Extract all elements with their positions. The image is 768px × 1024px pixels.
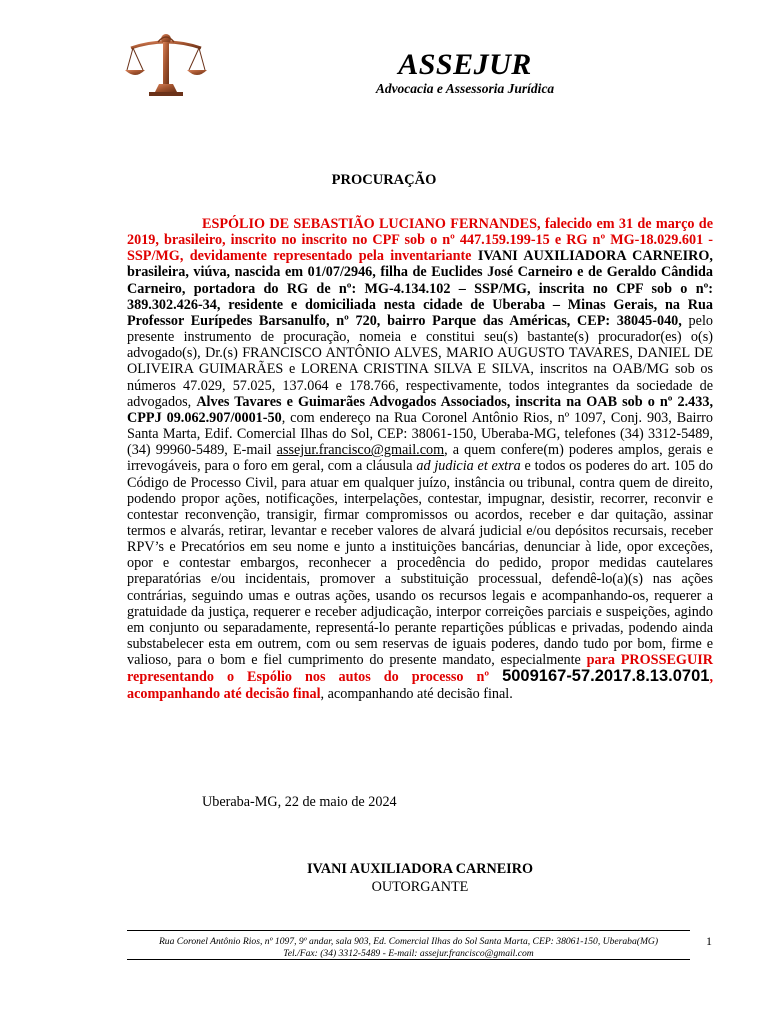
email-link[interactable]: assejur.francisco@gmail.com [276, 442, 445, 459]
executor-identification: IVANI AUXILIADORA CARNEIRO, brasileira, viúva, nascida em 01/07/2946, filha de Euclides José Carneiro e de Geraldo Cândida Carneiro, portadora do RG de nº: MG-4.134.102 – SSP/MG, inscrita no CPF sob o nº: 389.302.426-34, residente e domiciliada nesta cidade de Uberaba – Minas Gerais, na Rua Professor Eurípedes Barsanulfo, nº 720, bairro Parque das Américas, CEP: 38045-040, [127, 248, 713, 329]
signer-name: IVANI AUXILIADORA CARNEIRO [307, 861, 533, 877]
powers-list-text: e todos os poderes do art. 105 do Código de Processo Civil, para atuar em qualquer juízo, instância ou tribunal, contra quem de direito, podendo propor ações, notificações, interpelações, contestar, impugnar, desistir, recorrer, reconvir e contestar reconvenção, transigir, firmar compromissos ou acordos, receber e dar quitação, assinar termos e alvarás, retirar, levantar e receber valores de alvará judicial e/ou depósitos recursais, receber RPV’s e Precatórios em seu nome e junto a instituições bancárias, denunciar à lide, opor exceções, opor e contestar embargos, reconhecer a procedência do pedido, propor medidas cautelares preparatórias e/ou incidentais, promover a substituição processual, defendê-lo(a)(s) nas ações contrárias, seguindo umas e outras ações, usando os recursos legais e acompanhando-os, requerer a gratuidade da justiça, requerer e receber adjudicação, interpor correições parciais e suspeições, agindo em conjunto ou separadamente, representá-lo perante repartições públicas e privadas, podendo ainda substabelecer esta em outrem, com ou sem reservas de iguais poderes, dando tudo por bom, firme e valioso, para o bom e fiel cumprimento do presente mandato, especialmente [127, 458, 713, 669]
address-text: , com endereço na Rua Coronel Antônio Rios, nº 1097, Conj. 903, Bairro Santa Marta, Edif. Comercial Ilhas do Sol, CEP: 38061-150, Uberaba-MG, telefones (34) 3312-5489, (34) 99960-5489, E-mail [127, 409, 713, 459]
scales-of-justice-icon [125, 26, 207, 98]
date-line: Uberaba-MG, 22 de maio de 2024 [202, 794, 397, 810]
closing-text: , acompanhando até decisão final. [320, 685, 513, 702]
brand-subtitle: Advocacia e Assessoria Jurídica [375, 81, 555, 96]
document-body [127, 216, 713, 702]
latin-clause: ad judicia et extra [416, 458, 521, 475]
footer-top-divider [127, 930, 690, 931]
brand-name: ASSEJUR [398, 48, 532, 81]
powers-text: , a quem confere(m) poderes amplos, gerais e irrevogáveis, para o foro em geral, com a cláusula [127, 442, 713, 475]
purpose-text: para PROSSEGUIR representando o Espólio nos autos do processo nº [127, 652, 713, 686]
page-number: 1 [706, 934, 712, 948]
estate-identification: ESPÓLIO DE SEBASTIÃO LUCIANO FERNANDES, falecido em 31 de março de 2019, brasileiro, inscrito no inscrito no CPF sob o nº 447.159.199-15 e RG nº MG-18.029.601 - SSP/MG, devidamente representado pela inventariante [127, 216, 713, 265]
document-title: PROCURAÇÃO [331, 172, 437, 188]
footer-email: E-mail: assejur.francisco@gmail.com [388, 948, 534, 959]
brand-block [355, 50, 575, 97]
signer-role: OUTORGANTE [371, 879, 469, 895]
footer-bottom-divider [127, 959, 690, 960]
footer-address: Rua Coronel Antônio Rios, nº 1097, 9º andar, sala 903, Ed. Comercial Ilhas do Sol Santa Marta, CEP: 38061-150, Uberaba(MG) [158, 936, 659, 947]
process-number: 5009167-57.2017.8.13.0701 [502, 667, 710, 686]
footer-phone: Tel./Fax: (34) 3312-5489 - [283, 948, 389, 959]
power-grant-text: pelo presente instrumento de procuração, nomeia e constitui seu(s) bastante(s) procurador(es) o(s) advogado(s), Dr.(s) FRANCISCO ANTÔNIO ALVES, MARIO AUGUSTO TAVARES, DANIEL DE OLIVEIRA GUIMARÃES e LORENA CRISTINA SILVA E SILVA, inscritos na OAB/MG sob os números 47.029, 57.025, 137.064 e 178.766, respectivamente, todos integrantes da sociedade de advogados, [127, 312, 713, 410]
law-firm-identification: Alves Tavares e Guimarães Advogados Associados, inscrita na OAB sob o nº 2.433, CPPJ 09.062.907/0001-50 [127, 393, 713, 426]
purpose-suffix: , acompanhando até decisão final [127, 669, 713, 702]
footer [127, 936, 690, 960]
main-paragraph [127, 216, 713, 702]
